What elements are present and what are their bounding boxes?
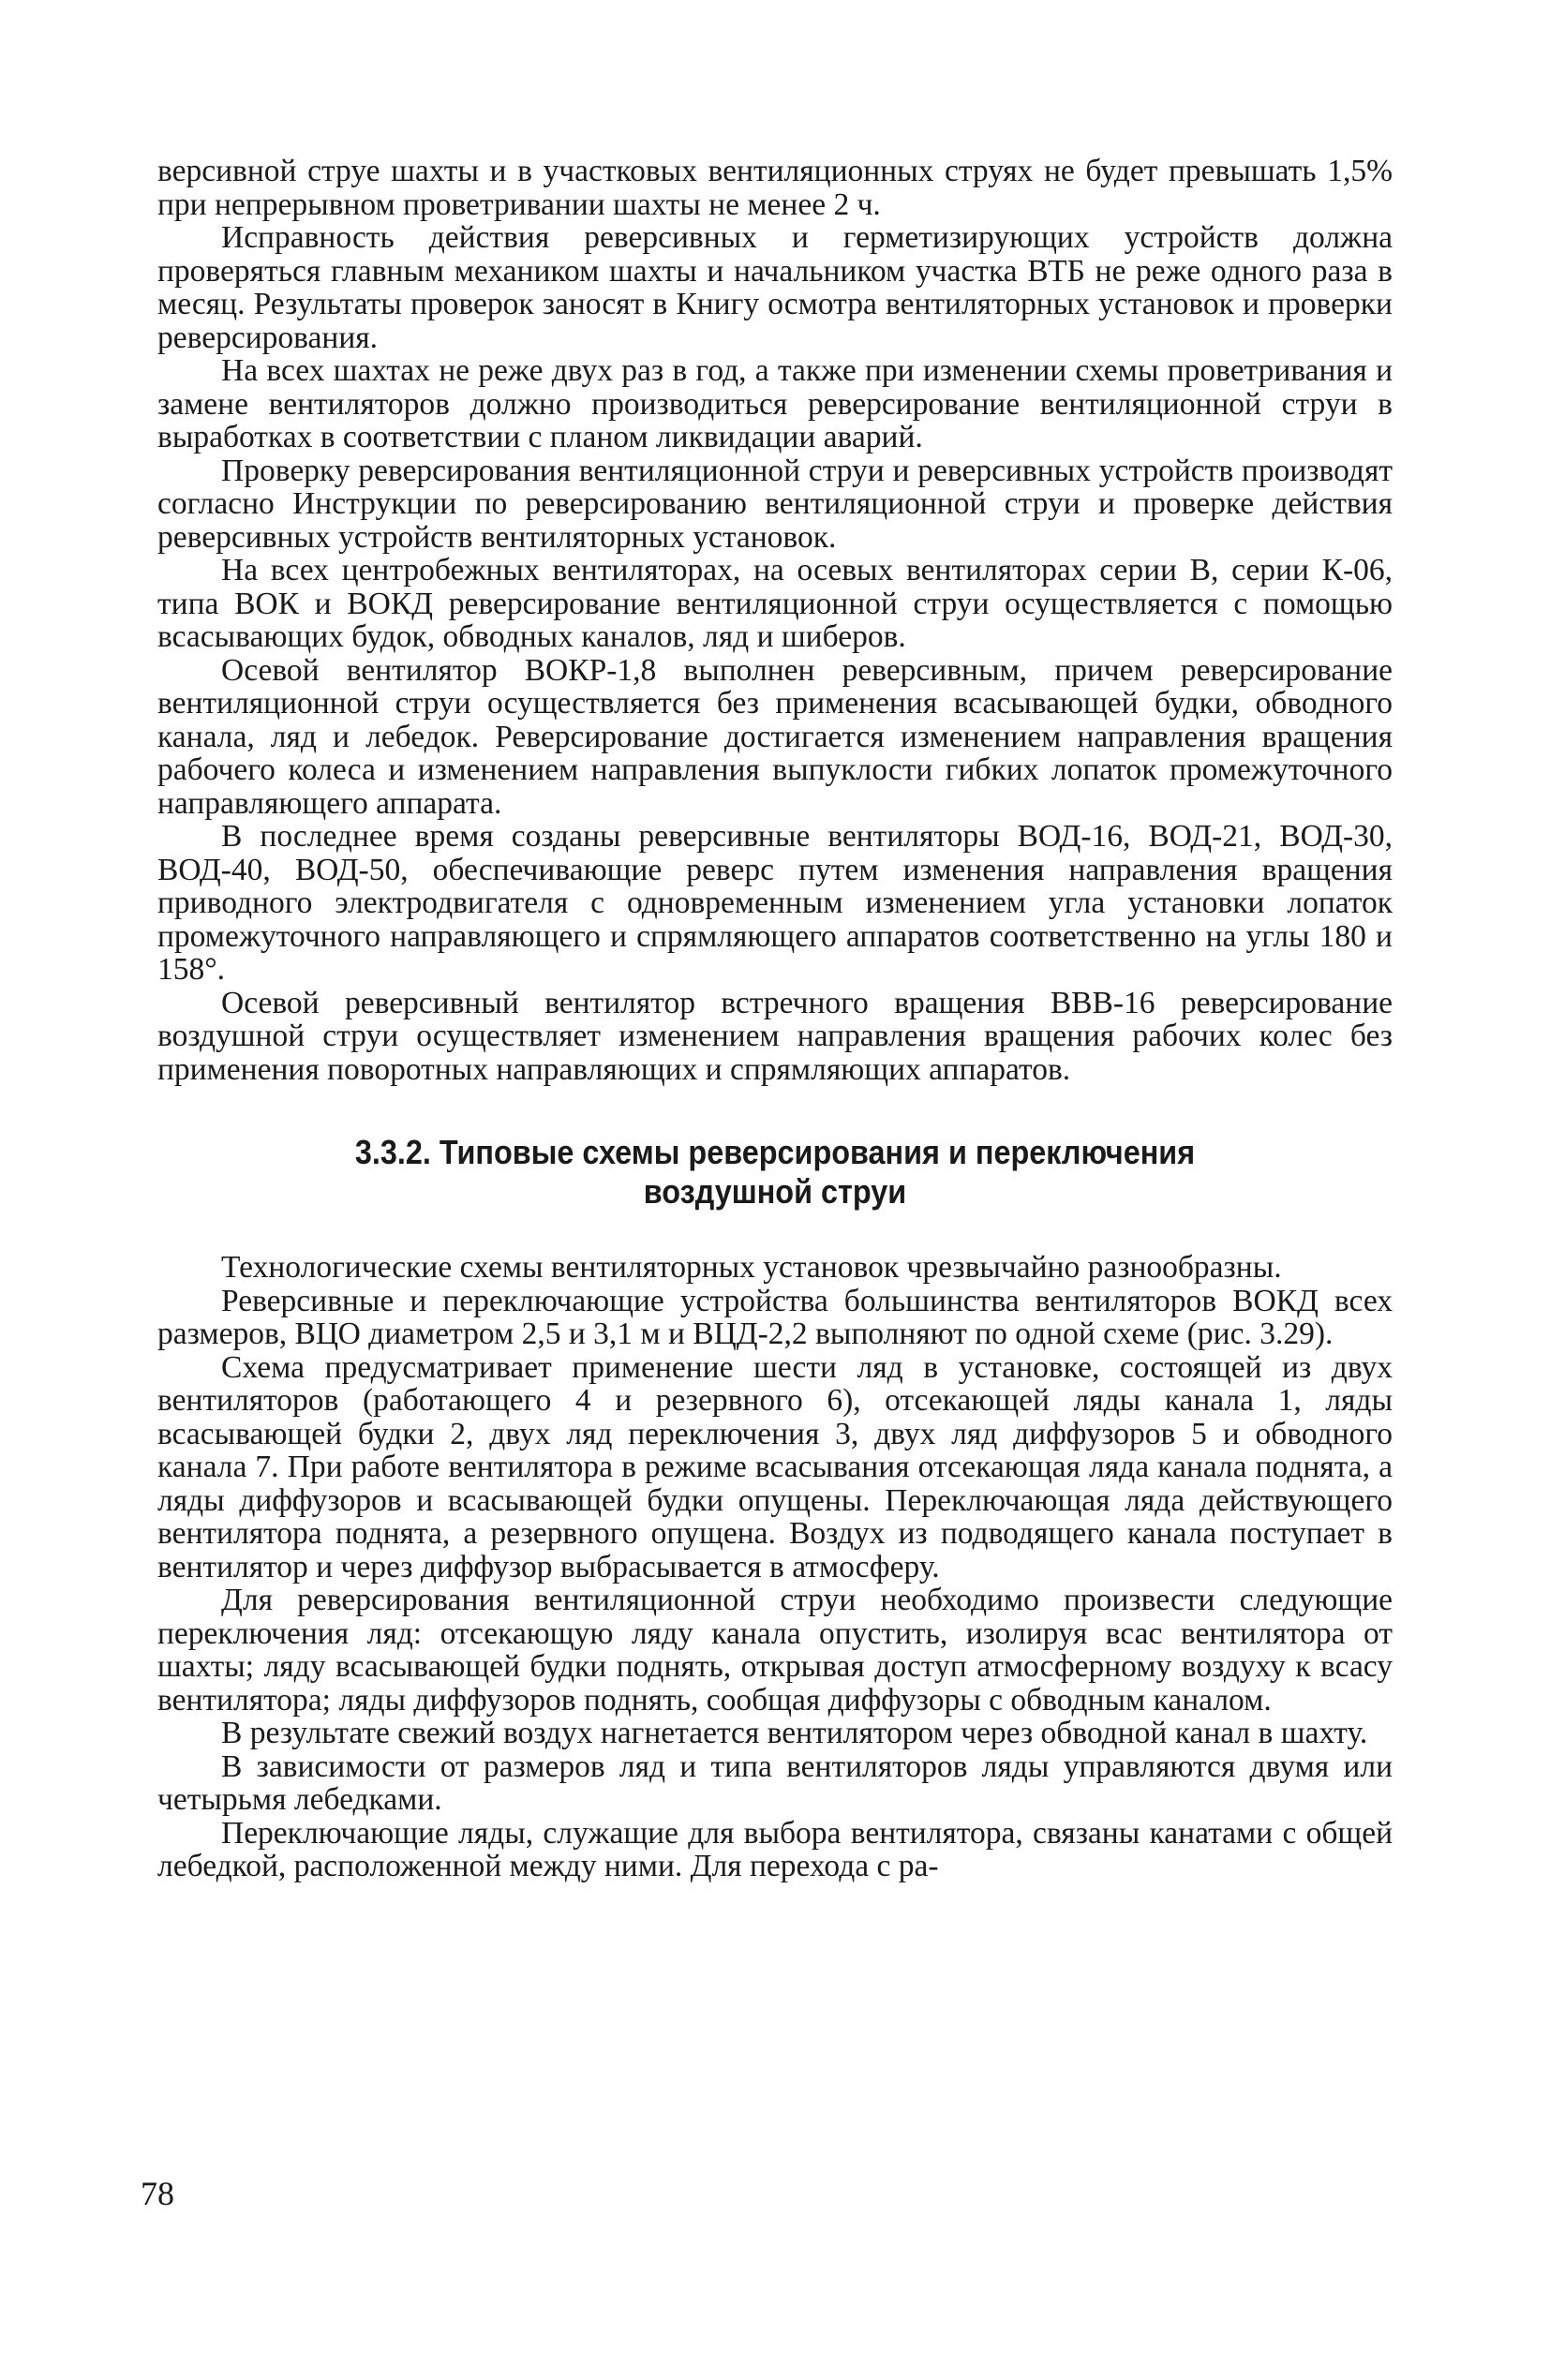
paragraph: Реверсивные и переключающие устройства большинства вентиляторов ВОКД всех размеров, ВЦО диаметром 2,5 и 3,1 м и ВЦД-2,2 выполняют по одной схеме (рис. 3.29). — [157, 1283, 1393, 1351]
page-number: 78 — [141, 2175, 174, 2212]
paragraph: Схема предусматривает применение шести ляд в установке, состоящей из двух вентиляторов (работающего 4 и резервного 6), отсекающей ляды канала 1, ляды всасывающей будки 2, двух ляд переключения 3, двух ляд диффузоров 5 и обводного канала 7. При работе вентилятора в режиме всасывания отсекающая ляда канала поднята, а ляды диффузоров и всасывающей будки опущены. Переключающая ляда действующего вентилятора поднята, а резервного опущена. Воздух из подводящего канала поступает в вентилятор и через диффузор выбрасывается в атмосферу. — [157, 1349, 1393, 1584]
paragraph: Исправность действия реверсивных и герметизирующих устройств должна проверяться главным механиком шахты и начальником участка ВТБ не реже одного раза в месяц. Результаты проверок заносят в Книгу осмотра вентиляторных установок и проверки реверсирования. — [157, 220, 1393, 355]
paragraph: Переключающие ляды, служащие для выбора вентилятора, связаны канатами с общей лебедкой, расположенной между ними. Для перехода с ра- — [157, 1815, 1393, 1883]
paragraph: Осевой реверсивный вентилятор встречного вращения ВВВ-16 реверсирование воздушной струи осуществляет изменением направления вращения рабочих колес без применения поворотных направляющих и спрямляющих аппаратов. — [157, 985, 1393, 1087]
paragraph: Осевой вентилятор ВОКР-1,8 выполнен реверсивным, причем реверсирование вентиляционной струи осуществляется без применения всасывающей будки, обводного канала, ляд и лебедок. Реверсирование достигается изменением направления вращения рабочего колеса и изменением направления выпуклости гибких лопаток промежуточного направляющего аппарата. — [157, 652, 1393, 821]
paragraph: На всех центробежных вентиляторах, на осевых вентиляторах серии В, серии К-06, типа ВОК и ВОКД реверсирование вентиляционной струи осуществляется с помощью всасывающих будок, обводных каналов, ляд и шиберов. — [157, 553, 1393, 654]
paragraph: Технологические схемы вентиляторных установок чрезвычайно разнообразны. — [221, 1250, 1282, 1285]
paragraph: В последнее время созданы реверсивные вентиляторы ВОД-16, ВОД-21, ВОД-30, ВОД-40, ВОД-50, обеспечивающие реверс путем изменения направления вращения приводного электродвигателя с одновременным изменением угла установки лопаток промежуточного направляющего и спрямляющего аппаратов соответственно на углы 180 и 158°. — [157, 819, 1393, 987]
section-heading — [219, 1133, 1331, 1212]
paragraph: Проверку реверсирования вентиляционной струи и реверсивных устройств производят согласно Инструкции по реверсированию вентиляционной струи и проверке действия реверсивных устройств вентиляторных установок. — [157, 453, 1393, 555]
paragraph: версивной струе шахты и в участковых вентиляционных струях не будет превышать 1,5% при непрерывном проветривании шахты не менее 2 ч. — [157, 154, 1393, 222]
section-heading-line1: 3.3.2. Типовые схемы реверсирования и переключения — [354, 1133, 1196, 1171]
section-text-upper — [157, 155, 1393, 1086]
paragraph: Для реверсирования вентиляционной струи необходимо произвести следующие переключения ляд: отсекающую ляду канала опустить, изолируя всас вентилятора от шахты; ляду всасывающей будки поднять, открывая доступ атмосферному воздуху к всасу вентилятора; ляды диффузоров поднять, сообщая диффузоры с обводным каналом. — [157, 1583, 1393, 1718]
paragraph: На всех шахтах не реже двух раз в год, а также при изменении схемы проветривания и замене вентиляторов должно производиться реверсирование вентиляционной струи в выработках в соответствии с планом ликвидации аварий. — [157, 353, 1393, 454]
paragraph: В зависимости от размеров ляд и типа вентиляторов ляды управляются двумя или четырьмя лебедками. — [157, 1748, 1393, 1817]
section-heading-line2: воздушной струи — [643, 1172, 907, 1211]
section-text-lower — [157, 1251, 1393, 1883]
paragraph: В результате свежий воздух нагнетается вентилятором через обводной канал в шахту. — [221, 1716, 1368, 1750]
page-body — [157, 155, 1393, 1883]
